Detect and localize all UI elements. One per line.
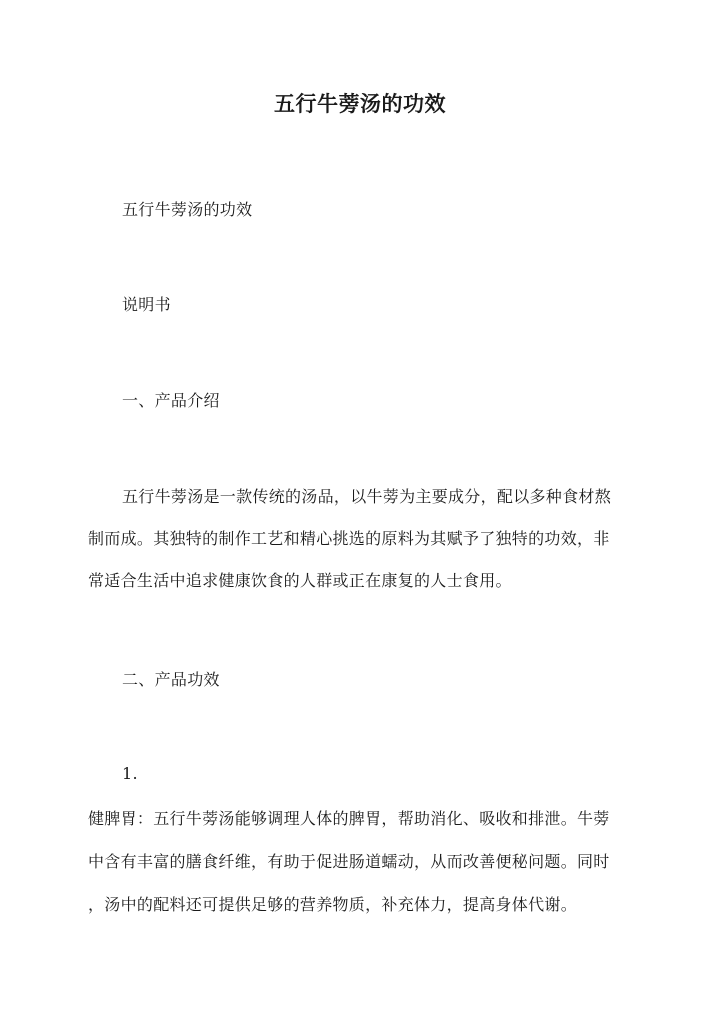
effect-item-line-3: ，汤中的配料还可提供足够的营养物质，补充体力，提高身体代谢。: [88, 895, 578, 914]
effect-item-line-2: 中含有丰富的膳食纤维，有助于促进肠道蠕动，从而改善便秘问题。同时: [88, 852, 610, 871]
document-subtitle: 五行牛蒡汤的功效: [122, 200, 253, 219]
section-heading-effects: 二、产品功效: [122, 670, 220, 689]
intro-paragraph-line-2: 制而成。其独特的制作工艺和精心挑选的原料为其赋予了独特的功效，非: [88, 529, 610, 548]
section-heading-intro: 一、产品介绍: [122, 391, 220, 410]
list-item-number: 1.: [122, 764, 138, 783]
effect-item-line-1: 健脾胃：五行牛蒡汤能够调理人体的脾胃，帮助消化、吸收和排泄。牛蒡: [88, 809, 610, 828]
intro-paragraph-line-1: 五行牛蒡汤是一款传统的汤品，以牛蒡为主要成分，配以多种食材熬: [122, 487, 612, 506]
intro-paragraph-line-3: 常适合生活中追求健康饮食的人群或正在康复的人士食用。: [88, 571, 512, 590]
document-title: 五行牛蒡汤的功效: [274, 91, 446, 116]
instructions-heading: 说明书: [122, 295, 171, 314]
